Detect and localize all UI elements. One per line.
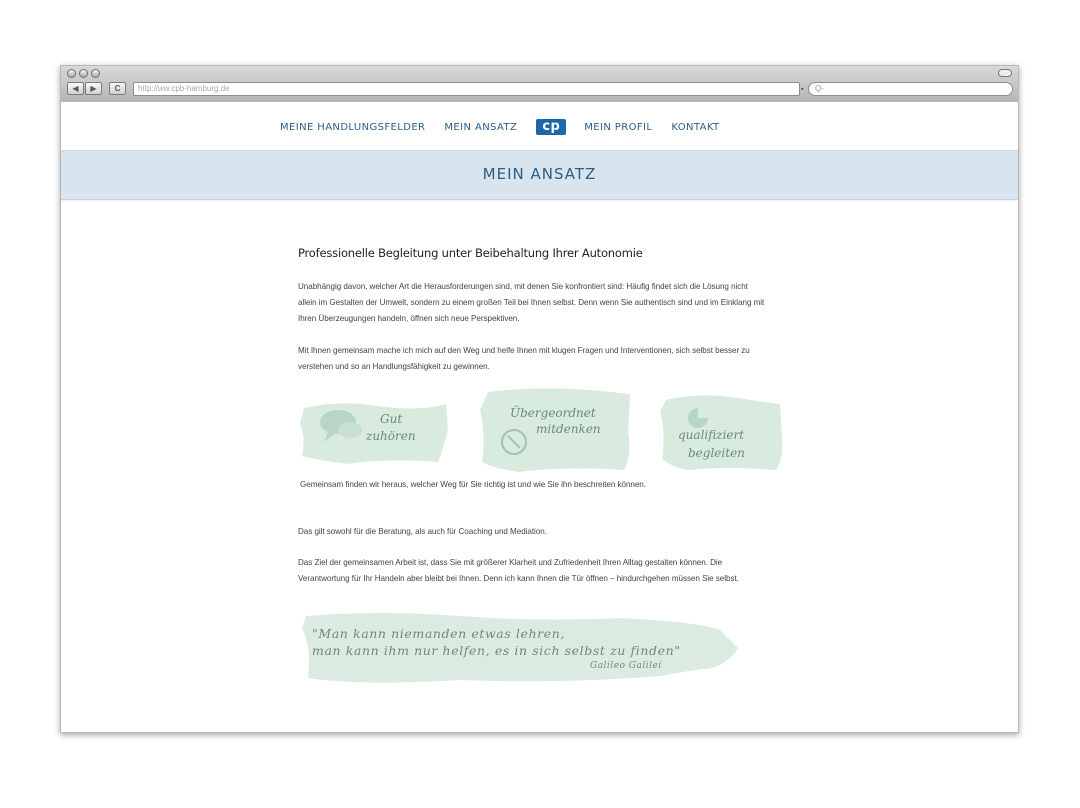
badge-1-line1: Gut <box>380 412 403 426</box>
badge-gut-zuhoeren <box>298 398 450 468</box>
paragraph-1-line: Unabhängig davon, welcher Art die Herausforderungen sind, mit denen Sie konfrontiert sind: Häufig findet sich die Lösung nicht <box>298 282 748 291</box>
badge-uebergeordnet-mitdenken <box>478 386 634 474</box>
url-dropdown-icon[interactable]: ▪ <box>801 86 804 93</box>
reload-icon: C <box>114 84 121 93</box>
paragraph-2 <box>298 343 788 375</box>
nav-item-ansatz[interactable]: MEIN ANSATZ <box>444 121 518 133</box>
paragraph-3: Gemeinsam finden wir heraus, welcher Weg für Sie richtig ist und wie Sie ihn beschreiten können. <box>300 480 646 489</box>
page-title: MEIN ANSATZ <box>482 165 597 183</box>
search-input[interactable]: Q- <box>808 82 1013 96</box>
section-heading: Professionelle Begleitung unter Beibehaltung Ihrer Autonomie <box>298 246 643 260</box>
minimize-window-button[interactable] <box>79 69 88 78</box>
nav-links <box>280 119 720 135</box>
badge-1-line2: zuhören <box>366 429 416 443</box>
page-banner <box>61 151 1018 200</box>
paragraph-4: Das gilt sowohl für die Beratung, als auch für Coaching und Mediation. <box>298 527 547 536</box>
site-navigation <box>61 102 1018 151</box>
reload-button[interactable] <box>109 82 126 95</box>
badge-3-line2: begleiten <box>688 446 745 460</box>
window-controls <box>67 69 100 78</box>
nav-item-kontakt[interactable]: KONTAKT <box>671 121 720 133</box>
paragraph-1-line: allein im Gestalten der Umwelt, sondern zu einem großen Teil bei Ihnen selbst. Denn wenn Sie authentisch sind und im Einklang mit <box>298 298 765 307</box>
paragraph-2-line: verstehen und so an Handlungsfähigkeit zu gewinnen. <box>298 362 490 371</box>
paragraph-1 <box>298 279 788 327</box>
quote-block <box>300 608 740 690</box>
quote-line-1: "Man kann niemanden etwas lehren, <box>312 626 565 641</box>
url-field[interactable]: http://ww.cpb-hamburg.de <box>133 82 800 96</box>
zoom-window-button[interactable] <box>91 69 100 78</box>
back-button[interactable] <box>67 82 84 95</box>
forward-icon: ▶ <box>90 84 97 93</box>
main-content <box>298 246 788 671</box>
close-window-button[interactable] <box>67 69 76 78</box>
paragraph-5-line: Das Ziel der gemeinsamen Arbeit ist, dass Sie mit größerer Klarheit und Zufriedenheit Ihren Alltag gestalten können. Die <box>298 558 723 567</box>
quote-line-2: man kann ihm nur helfen, es in sich selbst zu finden" <box>312 643 681 658</box>
forward-button[interactable] <box>85 82 102 95</box>
badge-qualifiziert-begleiten <box>658 392 786 472</box>
quote-author: Galileo Galilei <box>590 661 662 671</box>
paragraph-1-line: Ihren Überzeugungen handeln, öffnen sich neue Perspektiven. <box>298 314 520 323</box>
badge-2-line2: mitdenken <box>536 422 601 436</box>
badge-2-line1: Übergeordnet <box>510 406 596 420</box>
site-logo[interactable]: cp <box>536 119 566 135</box>
nav-item-profil[interactable]: MEIN PROFIL <box>584 121 653 133</box>
badge-3-line1: qualifiziert <box>678 428 745 442</box>
browser-chrome <box>61 66 1018 103</box>
paragraph-5-line: Verantwortung für Ihr Handeln aber bleibt bei Ihnen. Denn ich kann Ihnen die Tür öffnen – hindurchgehen müssen Sie selbst. <box>298 574 739 583</box>
toolbar-toggle-button[interactable] <box>998 69 1012 77</box>
back-icon: ◀ <box>72 84 79 93</box>
paragraph-5 <box>298 555 788 587</box>
nav-item-handlungsfelder[interactable]: MEINE HANDLUNGSFELDER <box>280 121 426 133</box>
paragraph-2-line: Mit Ihnen gemeinsam mache ich mich auf den Weg und helfe Ihnen mit klugen Fragen und Interventionen, sich selbst besser zu <box>298 346 750 355</box>
browser-window <box>60 65 1019 733</box>
pie-chart-icon <box>688 408 708 428</box>
